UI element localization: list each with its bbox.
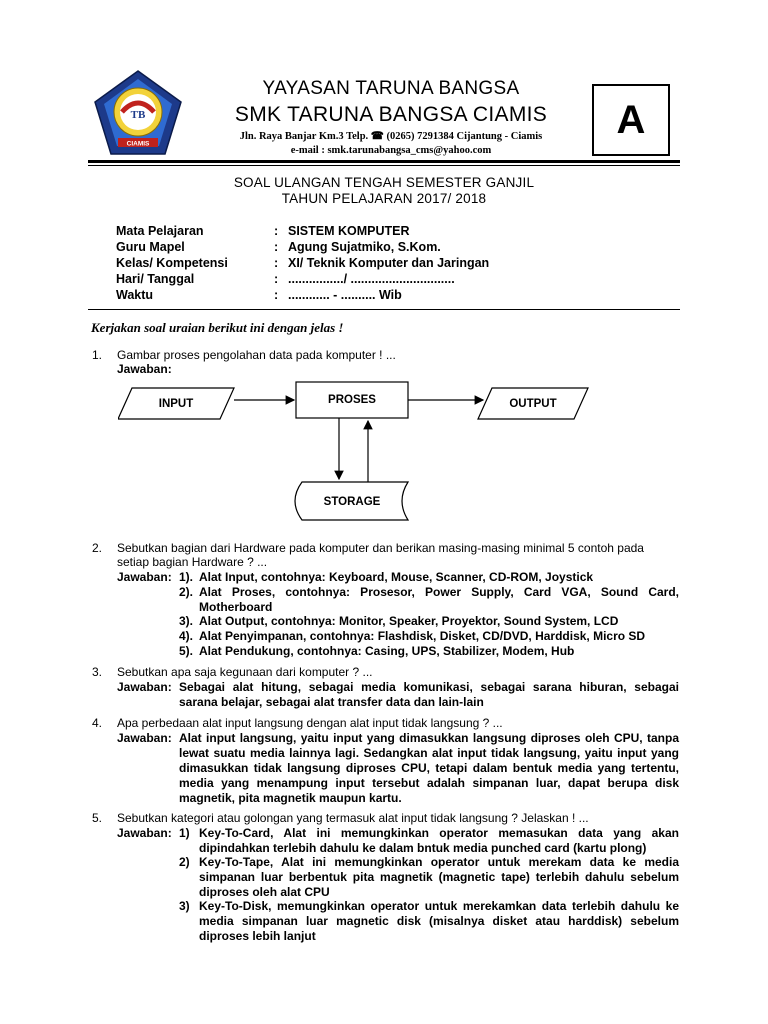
svg-text:TB: TB (130, 109, 146, 121)
list-marker: 3). (179, 614, 194, 628)
info-label: Guru Mapel (116, 240, 185, 254)
question-number: 3. (92, 665, 103, 679)
exam-title-line1: SOAL ULANGAN TENGAH SEMESTER GANJIL (233, 175, 535, 190)
list-text: Key-To-Card, Alat ini memungkinkan operator memasukan data yang akan dipindahkan terlebih dahulu ke dalam bntuk media punched card (kartu plong) (199, 826, 679, 855)
info-colon: : (274, 224, 279, 238)
answer-list-item (179, 614, 679, 629)
question-text: setiap bagian Hardware ? ... (117, 555, 268, 569)
question-text: Gambar proses pengolahan data pada komputer ! ... (117, 348, 396, 362)
list-text: Alat Input, contohnya: Keyboard, Mouse, Scanner, CD-ROM, Joystick (199, 570, 594, 584)
answer-label: Jawaban: (117, 826, 172, 840)
info-row (116, 271, 489, 287)
list-marker: 4). (179, 629, 194, 643)
school-logo (92, 68, 184, 158)
exam-title-line2: TAHUN PELAJARAN 2017/ 2018 (281, 191, 487, 206)
answer-label: Jawaban: (117, 731, 172, 745)
answer-list-item (179, 570, 679, 585)
answer-label: Jawaban: (117, 362, 172, 376)
storage-label: STORAGE (323, 496, 381, 508)
question-text: Sebutkan bagian dari Hardware pada komputer dan berikan masing-masing minimal 5 contoh pada (117, 541, 644, 555)
school-email: e-mail : smk.tarunabangsa_cms@yahoo.com (290, 145, 492, 156)
info-label: Kelas/ Kompetensi (116, 256, 228, 270)
question-text: Sebutkan kategori atau golongan yang termasuk alat input tidak langsung ? Jelaskan ! ... (117, 811, 589, 825)
info-value: XI/ Teknik Komputer dan Jaringan (288, 256, 490, 270)
foundation-name: YAYASAN TARUNA BANGSA (262, 78, 520, 99)
info-row (116, 255, 489, 271)
exam-title (88, 175, 680, 207)
list-marker: 1) (179, 826, 190, 840)
info-label: Hari/ Tanggal (116, 272, 195, 286)
list-text: Alat Output, contohnya: Monitor, Speaker, Proyektor, Sound System, LCD (199, 614, 619, 628)
info-colon: : (274, 288, 279, 302)
list-text: Alat Penyimpanan, contohnya: Flashdisk, Disket, CD/DVD, Harddisk, Micro SD (199, 629, 646, 643)
output-label: OUTPUT (509, 398, 557, 410)
question-number: 4. (92, 716, 103, 730)
answer-text: Alat input langsung, yaitu input yang dimasukkan langsung diproses oleh CPU, tanpa lewat suatu media lainnya lagi. Sedangkan alat input tidak langsung, yaitu input yang dimasukkan tidak langsung diproses CPU, tetapi dalam bentuk media yang tertentu, media yang menampung input tersebut adalah simpanan luar, dapat berupa disk magnetik, pita magnetik maupun kartu. (179, 731, 679, 805)
info-value: SISTEM KOMPUTER (288, 224, 410, 238)
answer-list-item (179, 629, 679, 644)
info-colon: : (274, 240, 279, 254)
info-value: ................/ .............................. (288, 272, 455, 286)
answer-text: Sebagai alat hitung, sebagai media komunikasi, sebagai sarana hiburan, sebagai sarana belajar, sebagai alat transfer data dan lain-lain (179, 680, 679, 709)
logo-text: CIAMIS (126, 140, 150, 148)
info-colon: : (274, 256, 279, 270)
exam-info-table (116, 223, 489, 303)
school-name: SMK TARUNA BANGSA CIAMIS (234, 103, 548, 126)
answer-label: Jawaban: (117, 680, 172, 694)
question-number: 2. (92, 541, 103, 555)
info-colon: : (274, 272, 279, 286)
header-divider-thick (88, 160, 680, 163)
input-label: INPUT (158, 398, 194, 410)
question-number: 1. (92, 348, 103, 362)
info-row (116, 239, 489, 255)
instruction-text: Kerjakan soal uraian berikut ini dengan jelas ! (91, 320, 344, 335)
info-label: Waktu (116, 288, 154, 302)
question-text: Apa perbedaan alat input langsung dengan alat input tidak langsung ? ... (117, 716, 503, 730)
answer-list-item (179, 644, 679, 659)
answer-list-item (179, 855, 679, 900)
list-marker: 3) (179, 899, 190, 913)
answer-list-item (179, 899, 679, 944)
info-divider (88, 309, 680, 310)
question-text: Sebutkan apa saja kegunaan dari komputer ? ... (117, 665, 373, 679)
list-text: Key-To-Tape, Alat ini memungkinkan operator untuk merekam data ke media simpanan luar berbentuk pita magnetik (magnetic tape) terlebih dahulu sebelum diproses oleh alat CPU (199, 855, 679, 899)
letterhead (186, 78, 596, 157)
process-label: PROSES (328, 394, 376, 406)
school-address: Jln. Raya Banjar Km.3 Telp. ☎ (0265) 7291384 Cijantung - Ciamis (239, 131, 543, 142)
info-value: Agung Sujatmiko, S.Kom. (288, 240, 441, 254)
list-marker: 1). (179, 570, 194, 584)
answer-list-item (179, 826, 679, 856)
exam-version-box: A (592, 84, 670, 156)
header-divider-thin (88, 165, 680, 166)
list-text: Alat Proses, contohnya: Prosesor, Power Supply, Card VGA, Sound Card, Motherboard (199, 585, 679, 614)
answer-label: Jawaban: (117, 570, 172, 584)
list-text: Key-To-Disk, memungkinkan operator untuk merekamkan data terlebih dahulu ke media simpanan luar magnetic disk (misalnya disket atau harddisk) sebelum diproses lebih lanjut (199, 899, 679, 943)
answer-list-item (179, 585, 679, 615)
question-number: 5. (92, 811, 103, 825)
data-processing-diagram (118, 376, 618, 526)
info-value: ............ - .......... Wib (288, 288, 402, 302)
info-label: Mata Pelajaran (116, 224, 204, 238)
list-text: Alat Pendukung, contohnya: Casing, UPS, Stabilizer, Modem, Hub (199, 644, 575, 658)
list-marker: 5). (179, 644, 194, 658)
list-marker: 2) (179, 855, 190, 869)
info-row (116, 223, 489, 239)
list-marker: 2). (179, 585, 194, 599)
info-row (116, 287, 489, 303)
